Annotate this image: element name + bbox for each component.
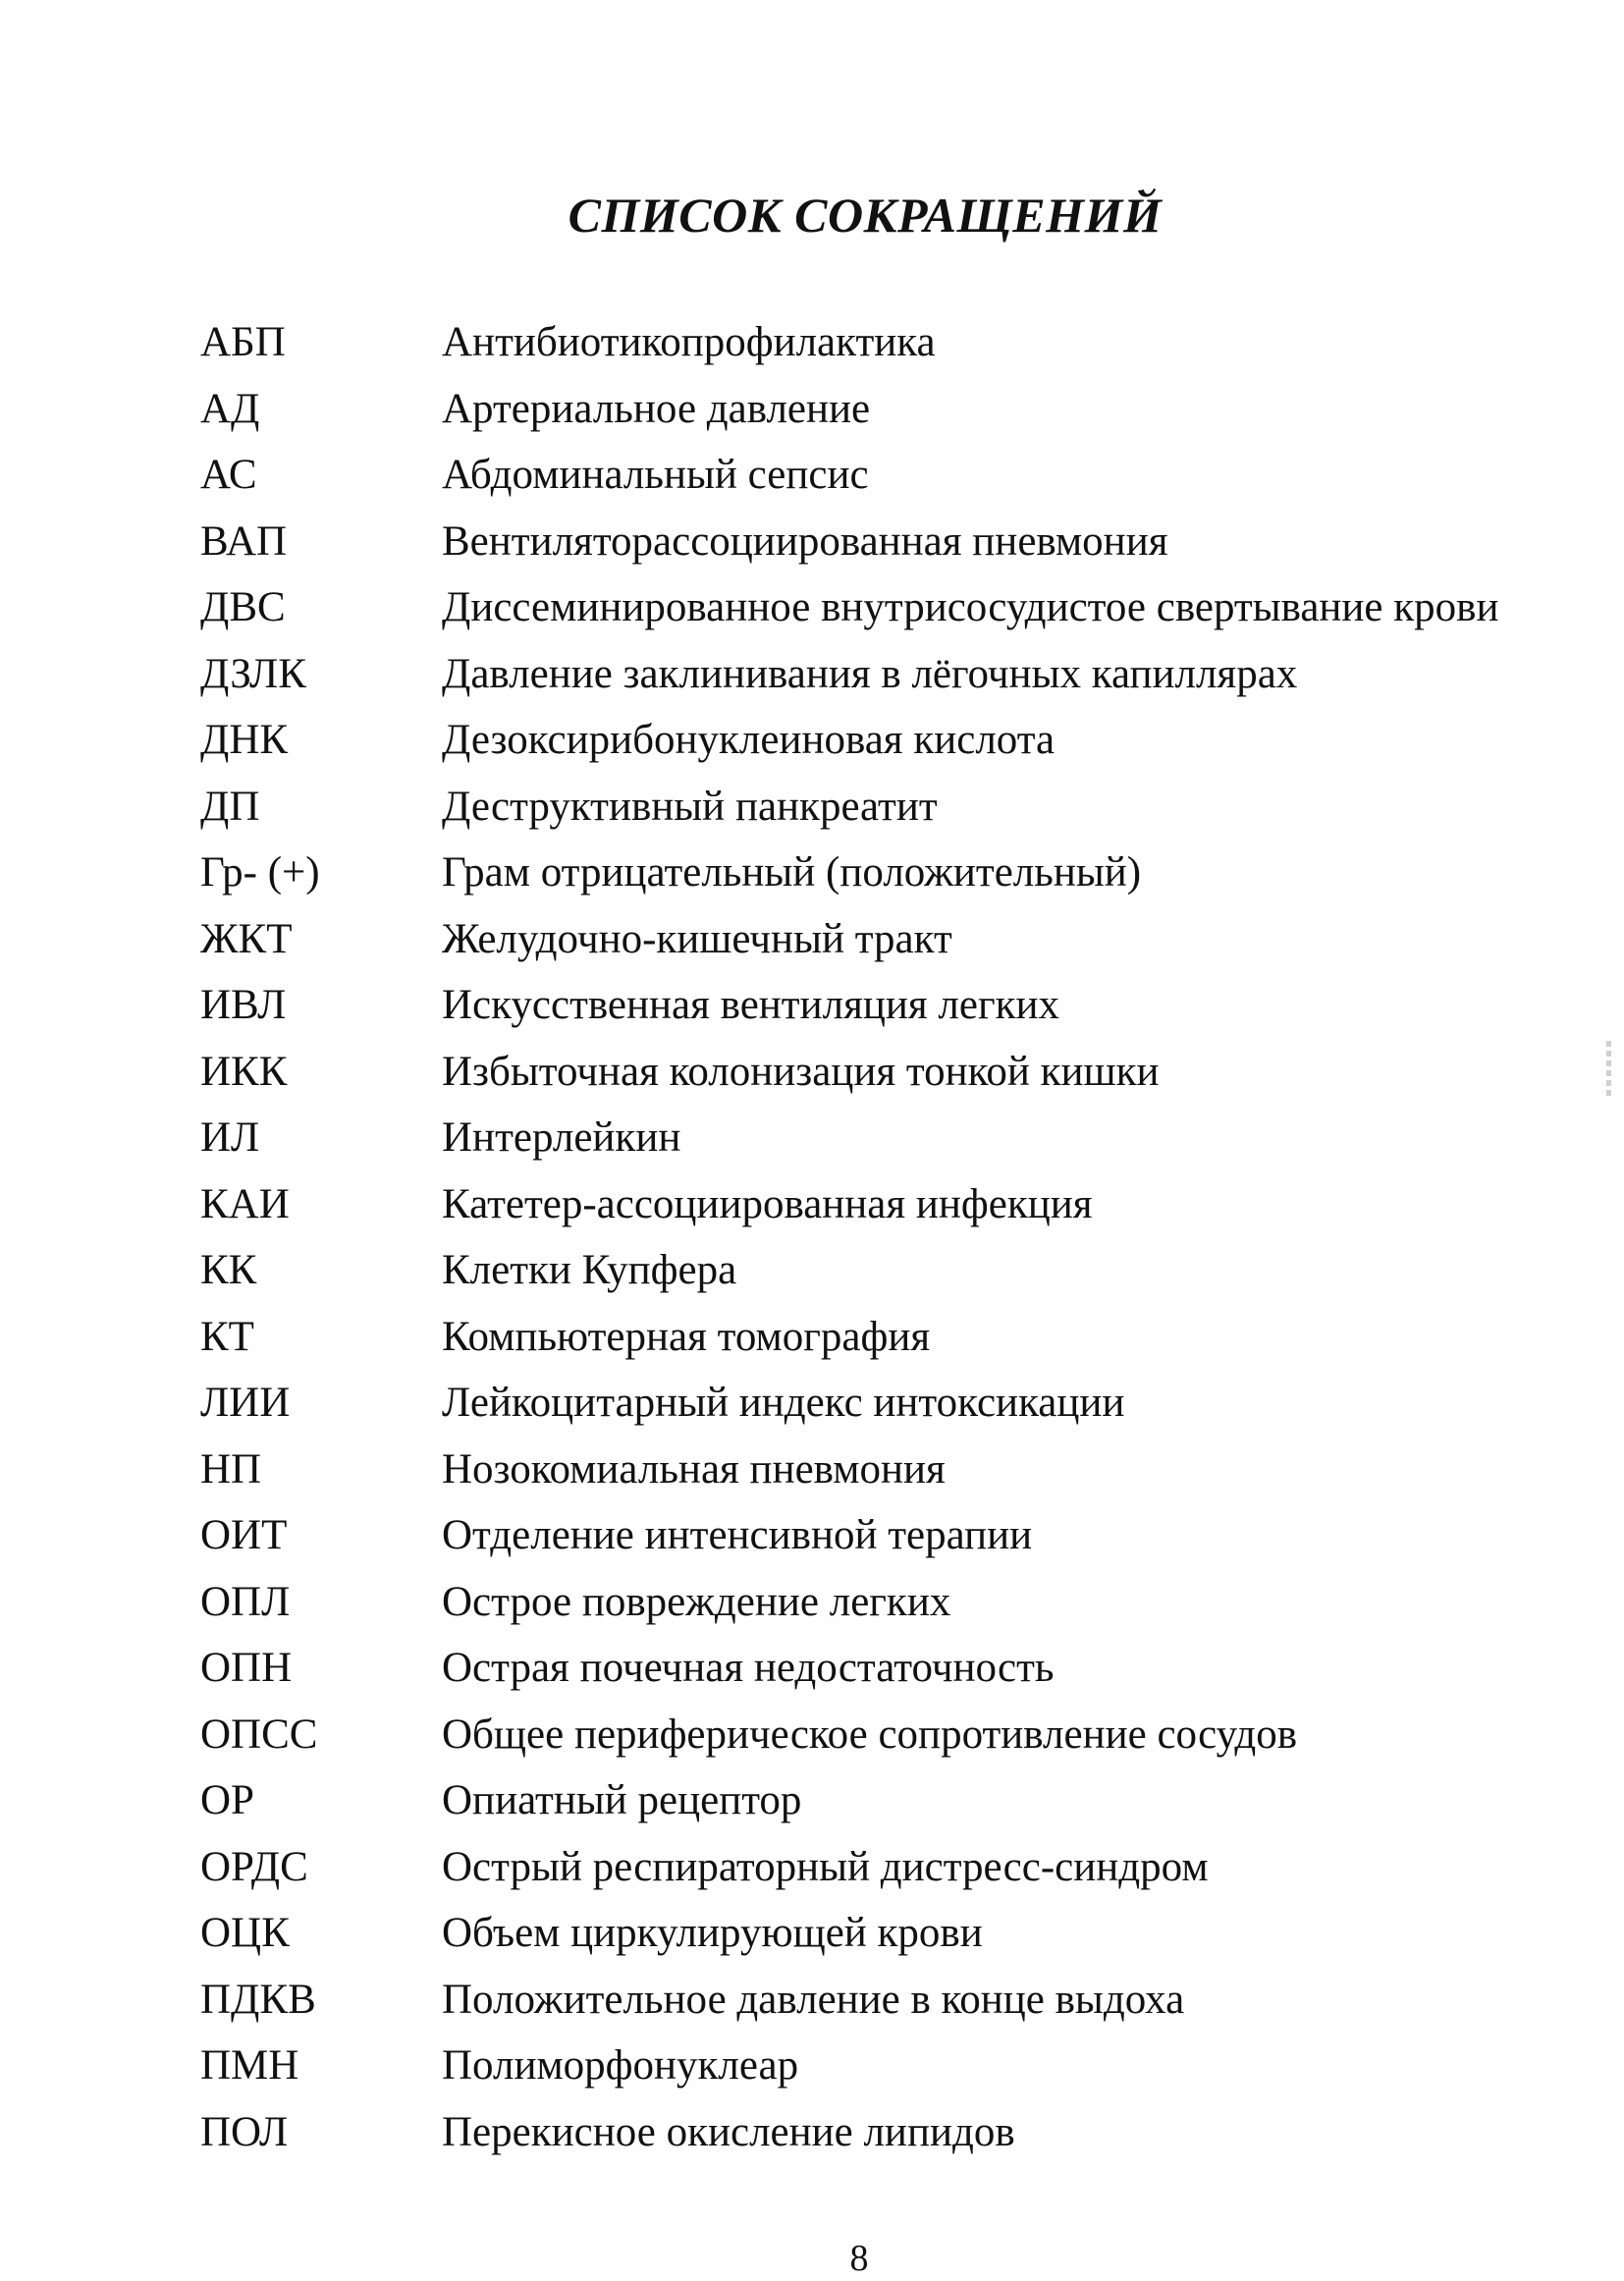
list-item xyxy=(200,1841,1536,1908)
list-item xyxy=(200,1178,1536,1245)
abbreviation: ДНК xyxy=(200,717,289,763)
definition: Нозокомиальная пневмония xyxy=(442,1445,946,1493)
abbreviation: КАИ xyxy=(200,1180,290,1227)
abbreviation: ИЛ xyxy=(200,1114,260,1161)
abbreviation: ОПЛ xyxy=(200,1578,291,1625)
list-item xyxy=(200,516,1536,582)
definition: Деструктивный панкреатит xyxy=(442,783,938,830)
abbreviation: АС xyxy=(200,452,257,498)
definition: Острое повреждение легких xyxy=(442,1578,951,1625)
list-item xyxy=(200,2039,1536,2106)
abbreviation: ВАП xyxy=(200,517,288,565)
definition: Перекисное окисление липидов xyxy=(442,2108,1015,2155)
list-item xyxy=(200,2106,1536,2173)
definition: Лейкоцитарный индекс интоксикации xyxy=(442,1380,1125,1426)
definition: Острая почечная недостаточность xyxy=(442,1645,1055,1691)
definition: Полиморфонуклеар xyxy=(442,2042,799,2089)
definition: Интерлейкин xyxy=(442,1114,681,1161)
definition: Катетер-ассоциированная инфекция xyxy=(442,1180,1093,1227)
abbreviation: ИКК xyxy=(200,1048,288,1095)
definition: Антибиотикопрофилактика xyxy=(442,319,936,365)
abbreviation: ДВС xyxy=(200,584,286,630)
list-item xyxy=(200,1576,1536,1643)
definition: Избыточная колонизация тонкой кишки xyxy=(442,1048,1160,1095)
list-item xyxy=(200,1774,1536,1841)
definition: Положительное давление в конце выдоха xyxy=(442,1976,1185,2023)
abbreviation: ОРДС xyxy=(200,1843,308,1890)
definition: Острый респираторный дистресс-синдром xyxy=(442,1843,1209,1890)
abbreviation: ИВЛ xyxy=(200,982,287,1028)
page-title: СПИСОК СОКРАЩЕНИЙ xyxy=(568,188,1163,243)
abbreviation: ПДКВ xyxy=(200,1976,316,2023)
list-item xyxy=(200,913,1536,980)
definition: Общее периферическое сопротивление сосудов xyxy=(442,1711,1298,1758)
abbreviation: ДП xyxy=(200,783,260,830)
list-item xyxy=(200,1709,1536,1775)
list-item xyxy=(200,1377,1536,1443)
definition: Объем циркулирующей крови xyxy=(442,1910,983,1956)
definition: Искусственная вентиляция легких xyxy=(442,982,1059,1028)
list-item xyxy=(200,383,1536,450)
abbreviation: ПМН xyxy=(200,2042,299,2089)
list-item xyxy=(200,581,1536,648)
definition: Опиатный рецептор xyxy=(442,1777,802,1823)
abbreviation: ДЗЛК xyxy=(200,650,306,697)
definition: Диссеминированное внутрисосудистое свертывание крови xyxy=(442,584,1499,630)
abbreviation: ОПСС xyxy=(200,1711,318,1758)
abbreviation: НП xyxy=(200,1445,262,1493)
definition: Грам отрицательный (положительный) xyxy=(442,849,1142,896)
abbreviation: ПОЛ xyxy=(200,2108,289,2155)
abbreviation: ЛИИ xyxy=(200,1380,291,1426)
list-item xyxy=(200,714,1536,781)
page-number: 8 xyxy=(849,2238,869,2279)
list-item xyxy=(200,449,1536,516)
list-item xyxy=(200,1112,1536,1178)
abbreviation: АД xyxy=(200,385,260,432)
abbreviation-list xyxy=(200,316,1536,2172)
abbreviation: ОПН xyxy=(200,1645,293,1691)
list-item xyxy=(200,316,1536,383)
definition: Давление заклинивания в лёгочных капиллярах xyxy=(442,650,1298,697)
definition: Компьютерная томография xyxy=(442,1313,931,1360)
definition: Абдоминальный сепсис xyxy=(442,452,869,498)
scan-edge-mark xyxy=(1606,1041,1611,1100)
list-item xyxy=(200,979,1536,1046)
definition: Дезоксирибонуклеиновая кислота xyxy=(442,717,1056,763)
list-item xyxy=(200,781,1536,847)
list-item xyxy=(200,1907,1536,1974)
definition: Артериальное давление xyxy=(442,385,871,432)
abbreviation: ОИТ xyxy=(200,1512,288,1558)
abbreviation: Гр- (+) xyxy=(200,849,320,896)
abbreviation: КК xyxy=(200,1247,257,1293)
abbreviation: ЖКТ xyxy=(200,915,293,962)
list-item xyxy=(200,846,1536,913)
definition: Вентиляторассоциированная пневмония xyxy=(442,517,1168,565)
abbreviation: ОЦК xyxy=(200,1910,290,1956)
list-item xyxy=(200,1311,1536,1378)
definition: Отделение интенсивной терапии xyxy=(442,1512,1033,1558)
abbreviation: ОР xyxy=(200,1777,254,1823)
list-item xyxy=(200,1642,1536,1709)
list-item xyxy=(200,1974,1536,2040)
abbreviation: КТ xyxy=(200,1313,254,1360)
list-item xyxy=(200,1509,1536,1576)
list-item xyxy=(200,648,1536,715)
definition: Желудочно-кишечный тракт xyxy=(442,915,952,962)
abbreviation: АБП xyxy=(200,319,286,365)
definition: Клетки Купфера xyxy=(442,1247,737,1293)
list-item xyxy=(200,1443,1536,1510)
list-item xyxy=(200,1046,1536,1113)
list-item xyxy=(200,1244,1536,1311)
